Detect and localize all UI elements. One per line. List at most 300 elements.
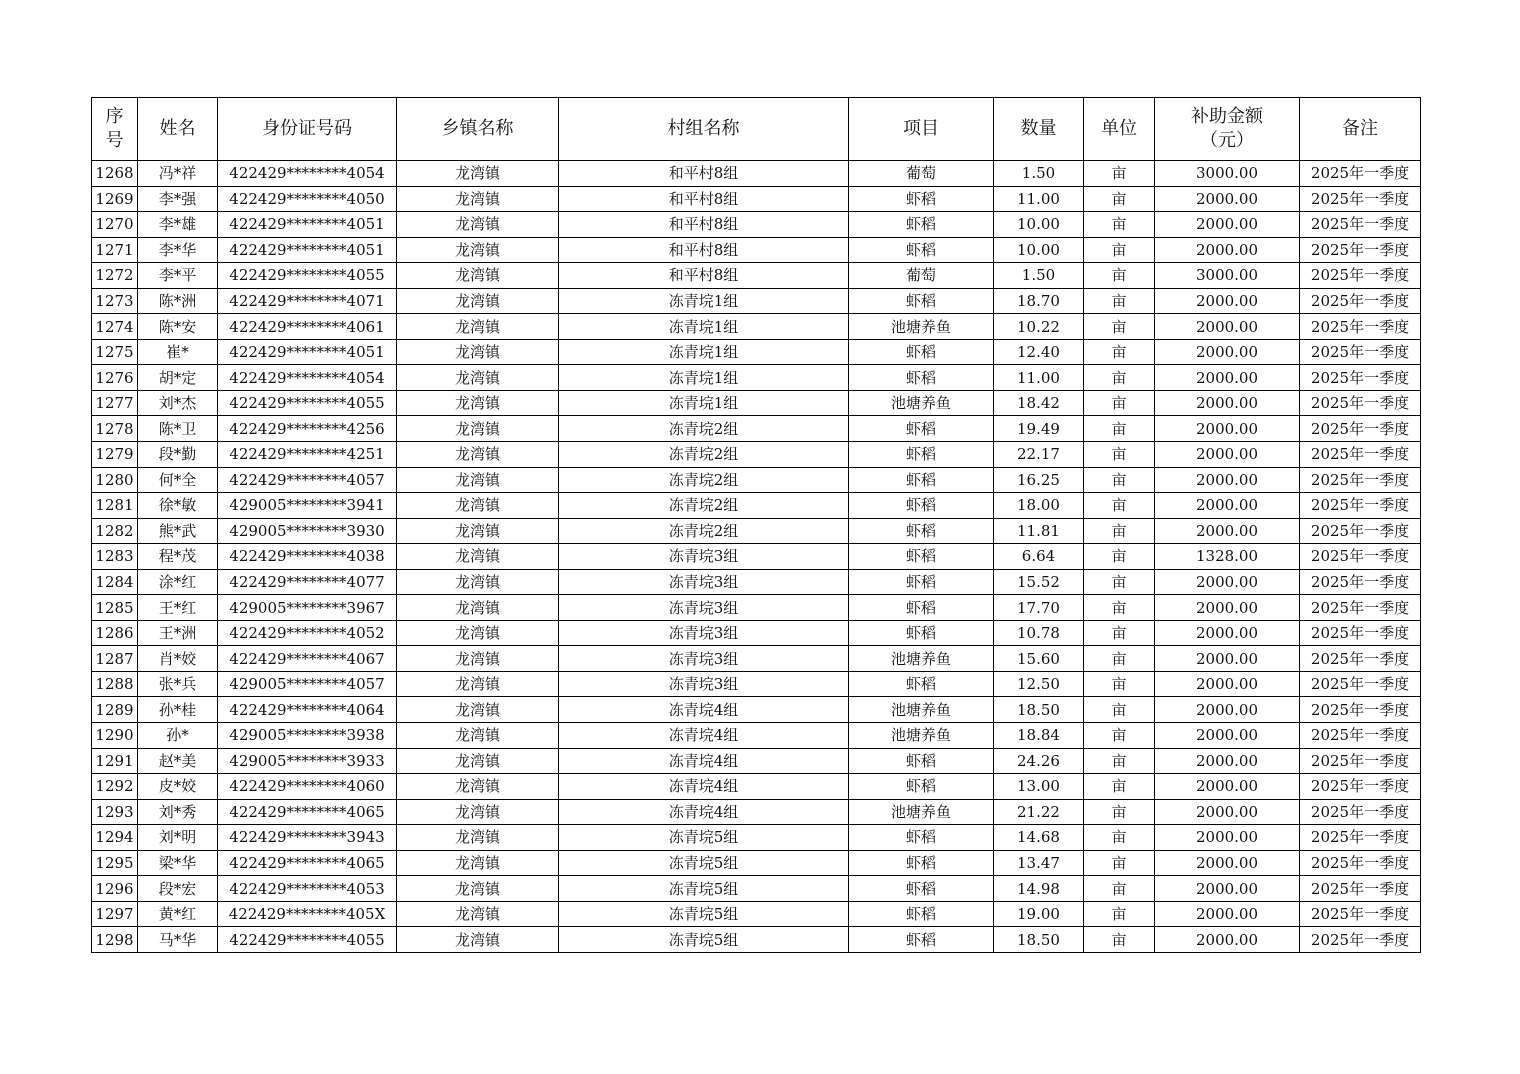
id-cell: 422429********4038 <box>218 544 397 570</box>
qty-cell: 17.70 <box>994 595 1084 621</box>
town-cell: 龙湾镇 <box>397 620 559 646</box>
unit-cell: 亩 <box>1084 263 1155 289</box>
village-cell: 和平村8组 <box>559 161 849 187</box>
header-town: 乡镇名称 <box>397 98 559 161</box>
project-cell: 虾稻 <box>849 671 994 697</box>
project-cell: 虾稻 <box>849 467 994 493</box>
table-row <box>92 876 1421 902</box>
amount-cell: 2000.00 <box>1155 390 1300 416</box>
village-cell: 冻青垸5组 <box>559 825 849 851</box>
village-cell: 冻青垸3组 <box>559 646 849 672</box>
village-cell: 冻青垸5组 <box>559 850 849 876</box>
qty-cell: 6.64 <box>994 544 1084 570</box>
amount-cell: 2000.00 <box>1155 569 1300 595</box>
table-row <box>92 620 1421 646</box>
seq-cell: 1272 <box>92 263 138 289</box>
note-cell: 2025年一季度 <box>1300 697 1421 723</box>
village-cell: 冻青垸1组 <box>559 314 849 340</box>
amount-cell: 2000.00 <box>1155 595 1300 621</box>
qty-cell: 13.47 <box>994 850 1084 876</box>
village-cell: 冻青垸4组 <box>559 697 849 723</box>
note-cell: 2025年一季度 <box>1300 876 1421 902</box>
unit-cell: 亩 <box>1084 442 1155 468</box>
unit-cell: 亩 <box>1084 288 1155 314</box>
name-cell: 陈*安 <box>138 314 218 340</box>
name-cell: 李*雄 <box>138 212 218 238</box>
seq-cell: 1278 <box>92 416 138 442</box>
project-cell: 虾稻 <box>849 748 994 774</box>
qty-cell: 13.00 <box>994 774 1084 800</box>
name-cell: 熊*武 <box>138 518 218 544</box>
name-cell: 孙*桂 <box>138 697 218 723</box>
name-cell: 崔* <box>138 339 218 365</box>
project-cell: 虾稻 <box>849 442 994 468</box>
id-cell: 422429********4054 <box>218 161 397 187</box>
project-cell: 池塘养鱼 <box>849 314 994 340</box>
project-cell: 虾稻 <box>849 544 994 570</box>
village-cell: 冻青垸1组 <box>559 339 849 365</box>
project-cell: 池塘养鱼 <box>849 390 994 416</box>
note-cell: 2025年一季度 <box>1300 799 1421 825</box>
note-cell: 2025年一季度 <box>1300 850 1421 876</box>
qty-cell: 18.50 <box>994 697 1084 723</box>
seq-cell: 1283 <box>92 544 138 570</box>
note-cell: 2025年一季度 <box>1300 901 1421 927</box>
note-cell: 2025年一季度 <box>1300 186 1421 212</box>
amount-cell: 2000.00 <box>1155 774 1300 800</box>
table-row <box>92 723 1421 749</box>
amount-cell: 3000.00 <box>1155 263 1300 289</box>
name-cell: 马*华 <box>138 927 218 953</box>
town-cell: 龙湾镇 <box>397 365 559 391</box>
note-cell: 2025年一季度 <box>1300 314 1421 340</box>
seq-cell: 1295 <box>92 850 138 876</box>
village-cell: 冻青垸4组 <box>559 799 849 825</box>
note-cell: 2025年一季度 <box>1300 442 1421 468</box>
table-row <box>92 467 1421 493</box>
unit-cell: 亩 <box>1084 467 1155 493</box>
id-cell: 422429********4051 <box>218 339 397 365</box>
amount-cell: 2000.00 <box>1155 467 1300 493</box>
amount-cell: 2000.00 <box>1155 237 1300 263</box>
unit-cell: 亩 <box>1084 748 1155 774</box>
seq-cell: 1287 <box>92 646 138 672</box>
seq-cell: 1285 <box>92 595 138 621</box>
unit-cell: 亩 <box>1084 927 1155 953</box>
table-row <box>92 365 1421 391</box>
table-row <box>92 186 1421 212</box>
id-cell: 422429********4055 <box>218 263 397 289</box>
unit-cell: 亩 <box>1084 212 1155 238</box>
id-cell: 429005********3967 <box>218 595 397 621</box>
table-row <box>92 671 1421 697</box>
seq-cell: 1292 <box>92 774 138 800</box>
seq-cell: 1297 <box>92 901 138 927</box>
qty-cell: 18.84 <box>994 723 1084 749</box>
name-cell: 张*兵 <box>138 671 218 697</box>
header-amount-line2: （元） <box>1200 130 1254 151</box>
qty-cell: 1.50 <box>994 161 1084 187</box>
town-cell: 龙湾镇 <box>397 493 559 519</box>
note-cell: 2025年一季度 <box>1300 365 1421 391</box>
project-cell: 池塘养鱼 <box>849 799 994 825</box>
id-cell: 422429********4060 <box>218 774 397 800</box>
village-cell: 冻青垸3组 <box>559 544 849 570</box>
header-seq-line1: 序 <box>105 106 124 127</box>
note-cell: 2025年一季度 <box>1300 646 1421 672</box>
header-row <box>92 98 1421 161</box>
village-cell: 冻青垸2组 <box>559 467 849 493</box>
amount-cell: 2000.00 <box>1155 901 1300 927</box>
amount-cell: 2000.00 <box>1155 416 1300 442</box>
qty-cell: 24.26 <box>994 748 1084 774</box>
town-cell: 龙湾镇 <box>397 927 559 953</box>
name-cell: 肖*姣 <box>138 646 218 672</box>
project-cell: 虾稻 <box>849 186 994 212</box>
unit-cell: 亩 <box>1084 365 1155 391</box>
amount-cell: 2000.00 <box>1155 876 1300 902</box>
village-cell: 冻青垸5组 <box>559 927 849 953</box>
name-cell: 李*平 <box>138 263 218 289</box>
seq-cell: 1286 <box>92 620 138 646</box>
name-cell: 王*洲 <box>138 620 218 646</box>
amount-cell: 2000.00 <box>1155 365 1300 391</box>
unit-cell: 亩 <box>1084 901 1155 927</box>
unit-cell: 亩 <box>1084 774 1155 800</box>
header-amount-line1: 补助金额 <box>1191 106 1263 127</box>
project-cell: 虾稻 <box>849 365 994 391</box>
qty-cell: 21.22 <box>994 799 1084 825</box>
note-cell: 2025年一季度 <box>1300 416 1421 442</box>
table-row <box>92 825 1421 851</box>
note-cell: 2025年一季度 <box>1300 671 1421 697</box>
unit-cell: 亩 <box>1084 671 1155 697</box>
town-cell: 龙湾镇 <box>397 774 559 800</box>
amount-cell: 1328.00 <box>1155 544 1300 570</box>
project-cell: 葡萄 <box>849 263 994 289</box>
project-cell: 葡萄 <box>849 161 994 187</box>
qty-cell: 19.00 <box>994 901 1084 927</box>
seq-cell: 1294 <box>92 825 138 851</box>
town-cell: 龙湾镇 <box>397 339 559 365</box>
village-cell: 冻青垸3组 <box>559 671 849 697</box>
note-cell: 2025年一季度 <box>1300 161 1421 187</box>
header-village: 村组名称 <box>559 98 849 161</box>
unit-cell: 亩 <box>1084 825 1155 851</box>
amount-cell: 2000.00 <box>1155 799 1300 825</box>
unit-cell: 亩 <box>1084 161 1155 187</box>
note-cell: 2025年一季度 <box>1300 493 1421 519</box>
seq-cell: 1282 <box>92 518 138 544</box>
qty-cell: 18.00 <box>994 493 1084 519</box>
name-cell: 刘*杰 <box>138 390 218 416</box>
seq-cell: 1275 <box>92 339 138 365</box>
project-cell: 虾稻 <box>849 288 994 314</box>
name-cell: 陈*洲 <box>138 288 218 314</box>
seq-cell: 1279 <box>92 442 138 468</box>
unit-cell: 亩 <box>1084 544 1155 570</box>
table-row <box>92 850 1421 876</box>
name-cell: 徐*敏 <box>138 493 218 519</box>
id-cell: 422429********4256 <box>218 416 397 442</box>
village-cell: 冻青垸2组 <box>559 416 849 442</box>
project-cell: 虾稻 <box>849 518 994 544</box>
seq-cell: 1293 <box>92 799 138 825</box>
note-cell: 2025年一季度 <box>1300 774 1421 800</box>
seq-cell: 1280 <box>92 467 138 493</box>
qty-cell: 10.00 <box>994 237 1084 263</box>
town-cell: 龙湾镇 <box>397 876 559 902</box>
unit-cell: 亩 <box>1084 595 1155 621</box>
table-row <box>92 901 1421 927</box>
project-cell: 虾稻 <box>849 493 994 519</box>
village-cell: 冻青垸4组 <box>559 748 849 774</box>
id-cell: 429005********4057 <box>218 671 397 697</box>
project-cell: 虾稻 <box>849 620 994 646</box>
qty-cell: 19.49 <box>994 416 1084 442</box>
id-cell: 422429********4051 <box>218 237 397 263</box>
header-seq <box>92 98 138 161</box>
seq-cell: 1268 <box>92 161 138 187</box>
id-cell: 422429********4055 <box>218 390 397 416</box>
town-cell: 龙湾镇 <box>397 212 559 238</box>
project-cell: 虾稻 <box>849 876 994 902</box>
town-cell: 龙湾镇 <box>397 569 559 595</box>
qty-cell: 12.40 <box>994 339 1084 365</box>
village-cell: 冻青垸2组 <box>559 518 849 544</box>
unit-cell: 亩 <box>1084 620 1155 646</box>
amount-cell: 2000.00 <box>1155 314 1300 340</box>
table-row <box>92 442 1421 468</box>
town-cell: 龙湾镇 <box>397 697 559 723</box>
unit-cell: 亩 <box>1084 723 1155 749</box>
project-cell: 池塘养鱼 <box>849 723 994 749</box>
town-cell: 龙湾镇 <box>397 544 559 570</box>
qty-cell: 1.50 <box>994 263 1084 289</box>
qty-cell: 15.52 <box>994 569 1084 595</box>
unit-cell: 亩 <box>1084 493 1155 519</box>
village-cell: 和平村8组 <box>559 263 849 289</box>
seq-cell: 1269 <box>92 186 138 212</box>
id-cell: 422429********4051 <box>218 212 397 238</box>
name-cell: 段*勤 <box>138 442 218 468</box>
town-cell: 龙湾镇 <box>397 595 559 621</box>
note-cell: 2025年一季度 <box>1300 212 1421 238</box>
header-amount <box>1155 98 1300 161</box>
town-cell: 龙湾镇 <box>397 901 559 927</box>
table-row <box>92 212 1421 238</box>
project-cell: 池塘养鱼 <box>849 697 994 723</box>
header-project: 项目 <box>849 98 994 161</box>
id-cell: 422429********4053 <box>218 876 397 902</box>
id-cell: 422429********3943 <box>218 825 397 851</box>
note-cell: 2025年一季度 <box>1300 927 1421 953</box>
project-cell: 虾稻 <box>849 774 994 800</box>
project-cell: 虾稻 <box>849 416 994 442</box>
amount-cell: 2000.00 <box>1155 518 1300 544</box>
name-cell: 梁*华 <box>138 850 218 876</box>
header-qty: 数量 <box>994 98 1084 161</box>
name-cell: 皮*姣 <box>138 774 218 800</box>
town-cell: 龙湾镇 <box>397 314 559 340</box>
project-cell: 虾稻 <box>849 927 994 953</box>
name-cell: 刘*秀 <box>138 799 218 825</box>
id-cell: 422429********4071 <box>218 288 397 314</box>
village-cell: 冻青垸1组 <box>559 365 849 391</box>
id-cell: 422429********4050 <box>218 186 397 212</box>
note-cell: 2025年一季度 <box>1300 723 1421 749</box>
table-row <box>92 544 1421 570</box>
amount-cell: 2000.00 <box>1155 723 1300 749</box>
unit-cell: 亩 <box>1084 569 1155 595</box>
note-cell: 2025年一季度 <box>1300 518 1421 544</box>
seq-cell: 1277 <box>92 390 138 416</box>
project-cell: 虾稻 <box>849 339 994 365</box>
village-cell: 冻青垸1组 <box>559 288 849 314</box>
qty-cell: 15.60 <box>994 646 1084 672</box>
header-name: 姓名 <box>138 98 218 161</box>
village-cell: 冻青垸4组 <box>559 723 849 749</box>
note-cell: 2025年一季度 <box>1300 544 1421 570</box>
town-cell: 龙湾镇 <box>397 723 559 749</box>
project-cell: 池塘养鱼 <box>849 646 994 672</box>
note-cell: 2025年一季度 <box>1300 569 1421 595</box>
table-row <box>92 339 1421 365</box>
town-cell: 龙湾镇 <box>397 850 559 876</box>
town-cell: 龙湾镇 <box>397 748 559 774</box>
village-cell: 冻青垸3组 <box>559 595 849 621</box>
qty-cell: 12.50 <box>994 671 1084 697</box>
unit-cell: 亩 <box>1084 850 1155 876</box>
unit-cell: 亩 <box>1084 237 1155 263</box>
seq-cell: 1273 <box>92 288 138 314</box>
name-cell: 陈*卫 <box>138 416 218 442</box>
name-cell: 段*宏 <box>138 876 218 902</box>
id-cell: 422429********4065 <box>218 850 397 876</box>
table-body <box>92 161 1421 953</box>
table-row <box>92 314 1421 340</box>
name-cell: 黄*红 <box>138 901 218 927</box>
qty-cell: 18.70 <box>994 288 1084 314</box>
amount-cell: 2000.00 <box>1155 288 1300 314</box>
town-cell: 龙湾镇 <box>397 186 559 212</box>
subsidy-table <box>91 97 1421 953</box>
unit-cell: 亩 <box>1084 314 1155 340</box>
project-cell: 虾稻 <box>849 825 994 851</box>
town-cell: 龙湾镇 <box>397 263 559 289</box>
table-row <box>92 799 1421 825</box>
qty-cell: 11.81 <box>994 518 1084 544</box>
id-cell: 422429********4067 <box>218 646 397 672</box>
seq-cell: 1296 <box>92 876 138 902</box>
seq-cell: 1289 <box>92 697 138 723</box>
project-cell: 虾稻 <box>849 212 994 238</box>
unit-cell: 亩 <box>1084 186 1155 212</box>
amount-cell: 2000.00 <box>1155 646 1300 672</box>
amount-cell: 2000.00 <box>1155 697 1300 723</box>
note-cell: 2025年一季度 <box>1300 288 1421 314</box>
unit-cell: 亩 <box>1084 646 1155 672</box>
village-cell: 和平村8组 <box>559 212 849 238</box>
id-cell: 429005********3941 <box>218 493 397 519</box>
amount-cell: 2000.00 <box>1155 620 1300 646</box>
village-cell: 冻青垸2组 <box>559 442 849 468</box>
qty-cell: 10.78 <box>994 620 1084 646</box>
seq-cell: 1298 <box>92 927 138 953</box>
table-row <box>92 646 1421 672</box>
qty-cell: 18.50 <box>994 927 1084 953</box>
name-cell: 冯*祥 <box>138 161 218 187</box>
table-row <box>92 748 1421 774</box>
table-row <box>92 774 1421 800</box>
town-cell: 龙湾镇 <box>397 799 559 825</box>
id-cell: 422429********4077 <box>218 569 397 595</box>
id-cell: 429005********3930 <box>218 518 397 544</box>
id-cell: 422429********4064 <box>218 697 397 723</box>
amount-cell: 2000.00 <box>1155 186 1300 212</box>
table-row <box>92 416 1421 442</box>
qty-cell: 11.00 <box>994 365 1084 391</box>
table-row <box>92 237 1421 263</box>
village-cell: 冻青垸3组 <box>559 569 849 595</box>
village-cell: 冻青垸5组 <box>559 876 849 902</box>
table-row <box>92 927 1421 953</box>
town-cell: 龙湾镇 <box>397 416 559 442</box>
qty-cell: 10.22 <box>994 314 1084 340</box>
id-cell: 422429********4061 <box>218 314 397 340</box>
seq-cell: 1276 <box>92 365 138 391</box>
town-cell: 龙湾镇 <box>397 518 559 544</box>
town-cell: 龙湾镇 <box>397 467 559 493</box>
village-cell: 冻青垸4组 <box>559 774 849 800</box>
town-cell: 龙湾镇 <box>397 390 559 416</box>
seq-cell: 1270 <box>92 212 138 238</box>
name-cell: 李*强 <box>138 186 218 212</box>
unit-cell: 亩 <box>1084 390 1155 416</box>
id-cell: 429005********3933 <box>218 748 397 774</box>
amount-cell: 3000.00 <box>1155 161 1300 187</box>
unit-cell: 亩 <box>1084 339 1155 365</box>
town-cell: 龙湾镇 <box>397 671 559 697</box>
id-cell: 422429********4251 <box>218 442 397 468</box>
unit-cell: 亩 <box>1084 799 1155 825</box>
project-cell: 虾稻 <box>849 901 994 927</box>
seq-cell: 1291 <box>92 748 138 774</box>
note-cell: 2025年一季度 <box>1300 263 1421 289</box>
village-cell: 冻青垸1组 <box>559 390 849 416</box>
name-cell: 何*全 <box>138 467 218 493</box>
town-cell: 龙湾镇 <box>397 442 559 468</box>
note-cell: 2025年一季度 <box>1300 595 1421 621</box>
table-row <box>92 518 1421 544</box>
town-cell: 龙湾镇 <box>397 237 559 263</box>
unit-cell: 亩 <box>1084 518 1155 544</box>
town-cell: 龙湾镇 <box>397 825 559 851</box>
id-cell: 422429********4055 <box>218 927 397 953</box>
seq-cell: 1271 <box>92 237 138 263</box>
amount-cell: 2000.00 <box>1155 748 1300 774</box>
table-row <box>92 263 1421 289</box>
name-cell: 孙* <box>138 723 218 749</box>
header-id: 身份证号码 <box>218 98 397 161</box>
qty-cell: 18.42 <box>994 390 1084 416</box>
name-cell: 李*华 <box>138 237 218 263</box>
qty-cell: 16.25 <box>994 467 1084 493</box>
village-cell: 冻青垸2组 <box>559 493 849 519</box>
unit-cell: 亩 <box>1084 697 1155 723</box>
id-cell: 422429********405X <box>218 901 397 927</box>
id-cell: 422429********4065 <box>218 799 397 825</box>
